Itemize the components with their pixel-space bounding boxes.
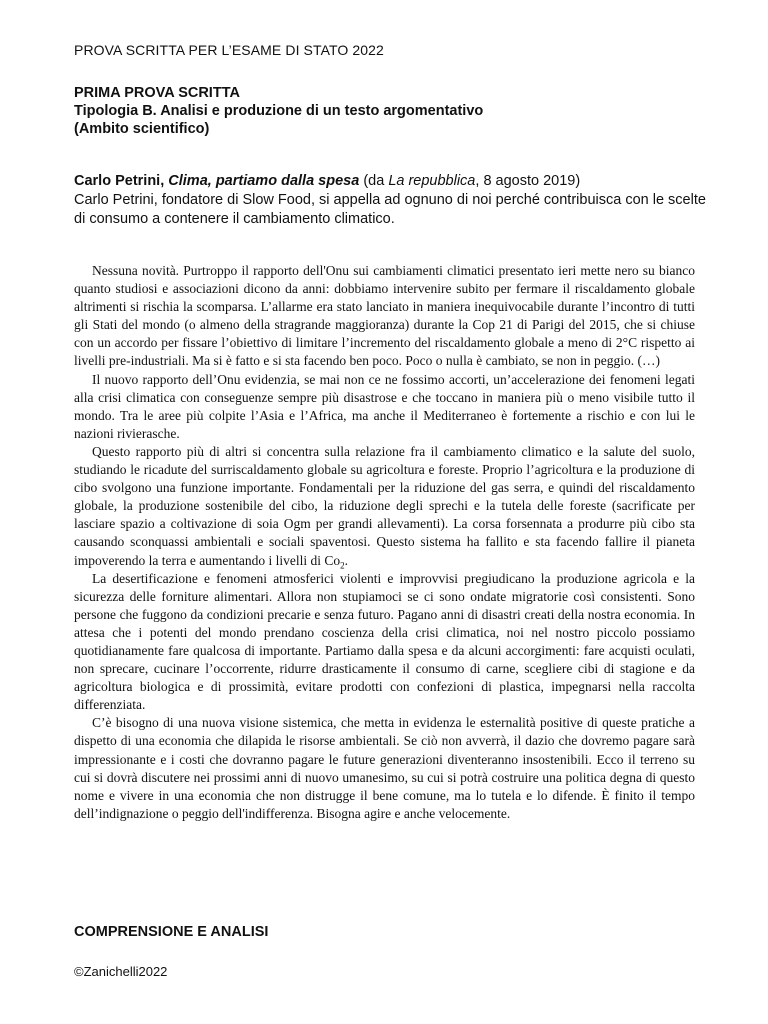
exam-typology: Tipologia B. Analisi e produzione di un testo argomentativo bbox=[74, 103, 484, 119]
exam-titles bbox=[74, 84, 483, 138]
exam-scope: (Ambito scientifico) bbox=[74, 121, 210, 137]
page-header: PROVA SCRITTA PER L’ESAME DI STATO 2022 bbox=[74, 42, 384, 58]
paragraph-3-end: . bbox=[344, 552, 349, 568]
paragraph-1: Nessuna novità. Purtroppo il rapporto dell'Onu sui cambiamenti climatici presentato ieri mette nero su bianco quanto studiosi e associazioni dicono da anni: dobbiamo intervenire subito per fermare il riscaldamento globale altrimenti si rischia la scomparsa. L’allarme era stato lanciato in maniera inequivocabile durante l’incontro di tutti gli Stati del mondo (o almeno della stragrande maggioranza) durante la Cop 21 di Parigi del 2015, che si chiuse con un accordo per fissare l’obiettivo di limitare l’incremento del riscaldamento globale a meno di 2°C rispetto ai livelli pre-industriali. Ma si è fatto e si sta facendo ben poco. Poco o nulla è cambiato, se non in peggio. (…) bbox=[74, 263, 695, 369]
paragraph-3 bbox=[74, 443, 695, 570]
article-body bbox=[74, 262, 695, 823]
source-da: (da bbox=[363, 173, 385, 189]
exam-title: PRIMA PROVA SCRITTA bbox=[74, 85, 240, 101]
paragraph-3-text: Questo rapporto più di altri si concentra sulla relazione fra il cambiamento climatico e la salute del suolo, studiando le ricadute del surriscaldamento globale su agricoltura e foreste. Proprio l’agricoltura e la produzione di cibo svolgono una funzione importante. Fondamentali per la riduzione del gas serra, e quindi del riscaldamento globale, la produzione sostenibile del cibo, la riduzione degli sprechi e la tutela delle foreste (sacrificate per lasciare spazio a coltivazione di soia Ogm per grandi allevamenti). La corsa forsennata a produrre più cibo sta causando sconquassi ambientali e sociali spaventosi. Questo sistema ha fallito e sta facendo fallire il pianeta impoverendo la terra e aumentando i livelli di Co bbox=[74, 443, 695, 568]
source-date: , 8 agosto 2019) bbox=[475, 173, 581, 189]
co2-subscript: 2 bbox=[340, 560, 345, 571]
source-author: Carlo Petrini, bbox=[74, 173, 165, 189]
source-publication: La repubblica bbox=[388, 173, 476, 189]
source-description: Carlo Petrini, fondatore di Slow Food, si appella ad ognuno di noi perché contribuisca con le scelte di consumo a contenere il cambiamento climatico. bbox=[74, 192, 706, 227]
copyright-footer: ©Zanichelli2022 bbox=[74, 964, 168, 979]
source-block bbox=[74, 172, 714, 229]
source-citation bbox=[74, 172, 714, 191]
source-article-title: Clima, partiamo dalla spesa bbox=[168, 173, 360, 189]
paragraph-2: Il nuovo rapporto dell’Onu evidenzia, se mai non ce ne fossimo accorti, un’accelerazione dei fenomeni legati alla crisi climatica con conseguenze sempre più disastrose e che toccano in maniera più o meno visibile tutto il mondo. Tra le aree più colpite l’Asia e l’Africa, ma anche il Mediterraneo è fortemente a rischio e con lui le nazioni rivierasche. bbox=[74, 371, 695, 441]
section-heading: COMPRENSIONE E ANALISI bbox=[74, 924, 269, 940]
paragraph-4: La desertificazione e fenomeni atmosferici violenti e improvvisi pregiudicano la produzione agricola e la sicurezza delle forniture alimentari. Allora non stupiamoci se ci sono ondate migratorie così consistenti. Sono persone che fuggono da condizioni precarie e senza futuro. Pagano anni di disastri creati della nostra economia. In attesa che i potenti del mondo prendano coscienza della crisi climatica, noi nel nostro piccolo possiamo quotidianamente fare qualcosa di importante. Partiamo dalla spesa e da alcuni accorgimenti: fare acquisti oculati, non sprecare, cucinare l’occorrente, ridurre drasticamente il consumo di carne, scegliere cibi di stagione e da agricoltura biologica e di prossimità, evitare prodotti con confezioni di plastica, impegnarsi nella raccolta differenziata. bbox=[74, 570, 695, 713]
paragraph-5: C’è bisogno di una nuova visione sistemica, che metta in evidenza le esternalità positive di queste pratiche a dispetto di una economia che dilapida le risorse ambientali. Se ciò non avverrà, il dazio che dovremo pagare sarà impressionante e i costi che dovranno pagare le future generazioni diventeranno insostenibili. Ecco il terreno su cui si dovrà discutere nei prossimi anni di nuovo umanesimo, su cui si potrà costruire una politica degna di questo nome e vivere in una economia che non distrugge il bene comune, ma lo tutela e lo difende. È finito il tempo dell’indignazione o peggio dell'indifferenza. Bisogna agire e anche velocemente. bbox=[74, 715, 695, 821]
